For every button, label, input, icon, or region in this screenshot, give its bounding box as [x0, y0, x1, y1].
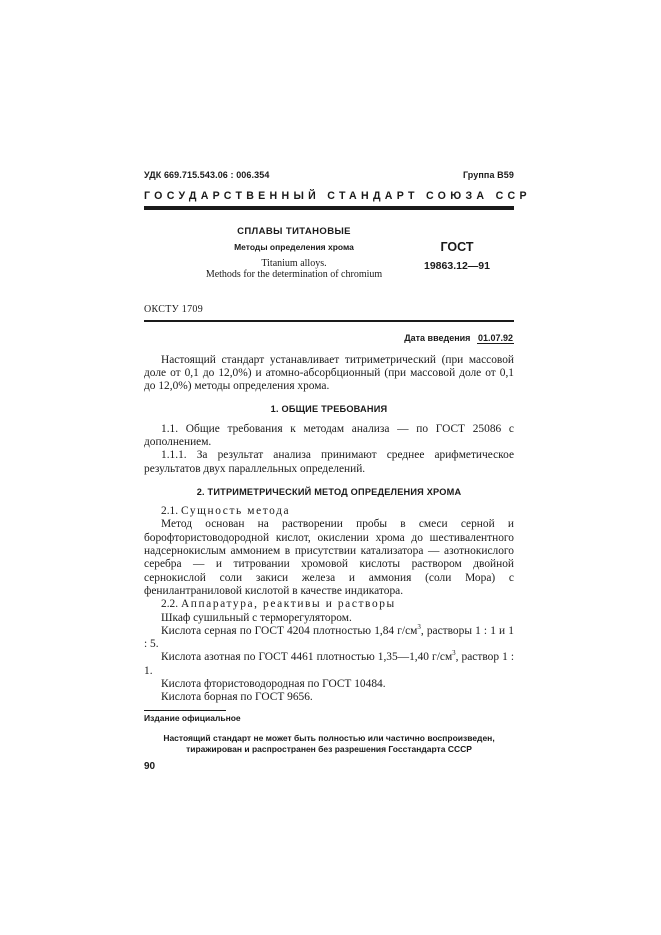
reagent-item-2-tail: , растворы 1 : 1 и 1 : 5.	[144, 624, 514, 651]
document-subtitle: Методы определения хрома	[234, 242, 354, 252]
title-text-block	[174, 226, 414, 280]
page-footer	[144, 710, 514, 772]
gost-label: ГОСТ	[440, 240, 474, 254]
intro-date-value: 01.07.92	[477, 332, 513, 343]
document-title: СПЛАВЫ ТИТАНОВЫЕ	[237, 226, 351, 237]
reagent-item-3-sup: 3	[452, 649, 456, 658]
english-title-line1: Titanium alloys.	[261, 258, 327, 269]
footer-rule	[144, 710, 226, 711]
title-block	[144, 226, 514, 286]
copyright-line-1: Настоящий стандарт не может быть полностью или частично воспроизведен,	[163, 733, 495, 743]
copyright-line-2: тиражирован и распространен без разрешения Госстандарта СССР	[186, 744, 472, 754]
gost-number: 19863.12—91	[424, 260, 490, 272]
subsection-2-1-text: Метод основан на растворении пробы в смеси серной и борофтористоводородной кислот, окислении хрома до шестивалентного надсернокислым аммонием в присутствии катализатора — азотнокислого серебра — и титровании хромовой кислоты раствором двойной сернокислой соли закиси железа и аммония (соли Мора) с фенилантраниловой кислотой в качестве индикатора.	[144, 518, 514, 597]
reagent-item-2	[144, 625, 514, 652]
okstu-code: ОКСТУ 1709	[144, 304, 204, 315]
reagent-item-1: Шкаф сушильный с терморегулятором.	[161, 611, 352, 624]
section-1-paragraph-2: 1.1.1. За результат анализа принимают среднее арифметическое результатов двух параллельных определений.	[144, 449, 514, 475]
header-row	[144, 170, 514, 180]
document-body	[144, 354, 514, 705]
english-title-line2: Methods for the determination of chromium	[205, 269, 383, 280]
subsection-2-2-number: 2.2.	[161, 598, 179, 611]
copyright-notice	[144, 733, 514, 755]
state-standard-title: ГОСУДАРСТВЕННЫЙ СТАНДАРТ СОЮЗА ССР	[144, 190, 531, 202]
gost-designation	[412, 226, 502, 272]
udk-code: УДК 669.715.543.06 : 006.354	[144, 170, 270, 180]
section-1-paragraph-1: 1.1. Общие требования к методам анализа — по ГОСТ 25086 с дополнением.	[144, 422, 514, 448]
section-1-heading: 1. ОБЩИЕ ТРЕБОВАНИЯ	[270, 404, 388, 415]
reagent-item-2-text: Кислота серная по ГОСТ 4204 плотностью 1,84 г/см	[161, 624, 418, 637]
reagent-item-3	[144, 651, 514, 678]
english-title	[174, 258, 414, 280]
reagent-item-3-tail: , раствор 1 : 1.	[144, 651, 514, 677]
intro-date-label: Дата введения	[404, 332, 471, 343]
subsection-2-1-number: 2.1.	[161, 505, 179, 518]
subsection-2-2-heading	[144, 598, 514, 611]
section-2-heading: 2. ТИТРИМЕТРИЧЕСКИЙ МЕТОД ОПРЕДЕЛЕНИЯ ХРОМА	[196, 486, 462, 497]
reagent-item-2-sup: 3	[417, 623, 421, 632]
official-edition-label: Издание официальное	[144, 713, 241, 723]
subsection-2-2-title: Аппаратура, реактивы и растворы	[180, 598, 396, 611]
group-code: Группа В59	[462, 170, 514, 180]
reagent-item-3-text: Кислота азотная по ГОСТ 4461 плотностью 1,35—1,40 г/см	[161, 651, 453, 664]
reagent-item-4: Кислота фтористоводородная по ГОСТ 10484.	[161, 678, 386, 691]
intro-paragraph: Настоящий стандарт устанавливает титриметрический (при массовой доле от 0,1 до 12,0%) и атомно-абсорбционный (при массовой доле от 0,1 до 12,0%) методы определения хрома.	[144, 353, 514, 393]
subsection-2-1-title: Сущность метода	[180, 505, 291, 518]
okstu-rule	[144, 320, 514, 322]
document-page	[144, 170, 531, 705]
subsection-2-1-heading	[144, 505, 514, 518]
reagent-item-5: Кислота борная по ГОСТ 9656.	[161, 691, 313, 704]
page-number: 90	[144, 761, 156, 772]
header-rule	[144, 206, 514, 210]
intro-date	[144, 333, 514, 343]
